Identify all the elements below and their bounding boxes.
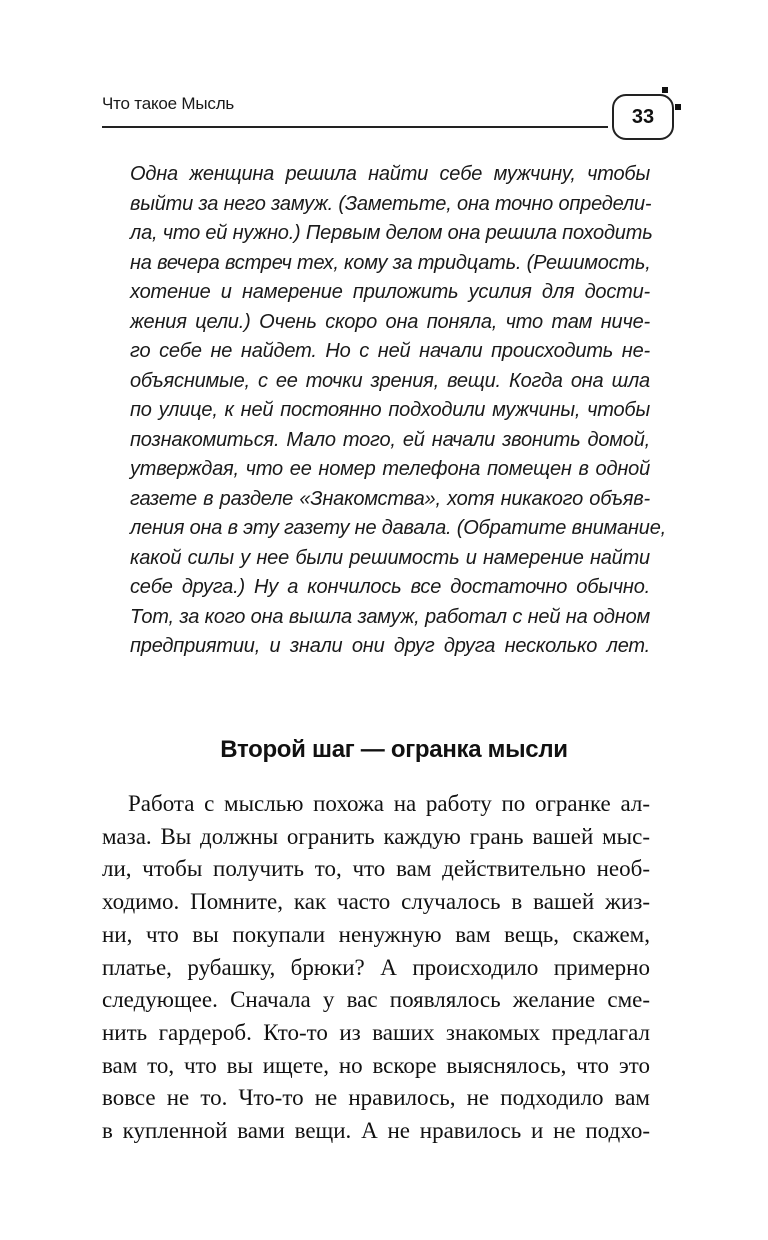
text-line: Работа с мыслью похожа на работу по огранке ал- <box>128 791 650 816</box>
text-line: ходимо. Помните, как часто случалось в вашей жиз- <box>102 889 650 915</box>
text-line: платье, рубашку, брюки? А происходило примерно <box>102 954 650 980</box>
text-line: на вечера встреч тех, кому за тридцать. (Решимость, <box>130 251 651 274</box>
text-line: какой силы у нее были решимость и намерение найти <box>130 546 650 569</box>
text-line: хотение и намерение приложить усилия для дости- <box>130 281 650 303</box>
text-line: ни, что вы покупали ненужную вам вещь, скажем, <box>102 921 650 947</box>
text-line: по улице, к ней постоянно подходили мужчины, чтобы <box>130 399 650 421</box>
example-paragraph <box>130 160 666 662</box>
text-line: объяснимые, с ее точки зрения, вещи. Когда она шла <box>130 369 650 392</box>
text-line: ли, чтобы получить то, что вам действительно необ- <box>102 856 650 882</box>
text-line: познакомиться. Мало того, ей начали звонить домой, <box>130 428 650 451</box>
text-line: вовсе не то. Что-то не нравилось, не подходило вам <box>102 1085 650 1111</box>
text-line: себе друга.) Ну а кончилось все достаточно обычно. <box>130 576 650 598</box>
text-line: го себе не найдет. Но с ней начали происходить не- <box>130 340 650 362</box>
text-line: утверждая, что ее номер телефона помещен в одной <box>130 458 650 480</box>
body-paragraph <box>102 788 650 1148</box>
text-line: предприятии, и знали они друг друга несколько лет. <box>130 635 650 657</box>
page-number: 33 <box>631 105 655 128</box>
page-number-box <box>612 94 674 140</box>
decorative-dot <box>662 87 668 93</box>
running-title: Что такое Мысль <box>102 94 235 113</box>
text-line: маза. Вы должны огранить каждую грань вашей мыс- <box>102 823 650 849</box>
text-line: в купленной вами вещи. А не нравилось и не подхо- <box>102 1118 650 1144</box>
text-line: ла, что ей нужно.) Первым делом она решила походить <box>130 222 653 244</box>
text-line: Одна женщина решила найти себе мужчину, чтобы <box>130 163 650 185</box>
text-line: Тот, за кого она вышла замуж, работал с ней на одном <box>130 605 650 628</box>
text-line: нить гардероб. Кто-то из ваших знакомых предлагал <box>102 1019 650 1045</box>
text-line: ления она в эту газету не давала. (Обратите внимание, <box>130 517 666 539</box>
header-rule <box>102 126 608 128</box>
text-line: газете в разделе «Знакомства», хотя никакого объяв- <box>130 487 650 510</box>
text-line: следующее. Сначала у вас появлялось желание сме- <box>102 987 650 1013</box>
text-line: вам то, что вы ищете, но вскоре выяснялось, что это <box>102 1052 650 1078</box>
decorative-dot <box>675 104 681 110</box>
section-heading: Второй шаг — огранка мысли <box>220 736 568 763</box>
text-line: жения цели.) Очень скоро она поняла, что там ниче- <box>130 310 650 333</box>
text-line: выйти за него замуж. (Заметьте, она точно определи- <box>130 192 652 215</box>
